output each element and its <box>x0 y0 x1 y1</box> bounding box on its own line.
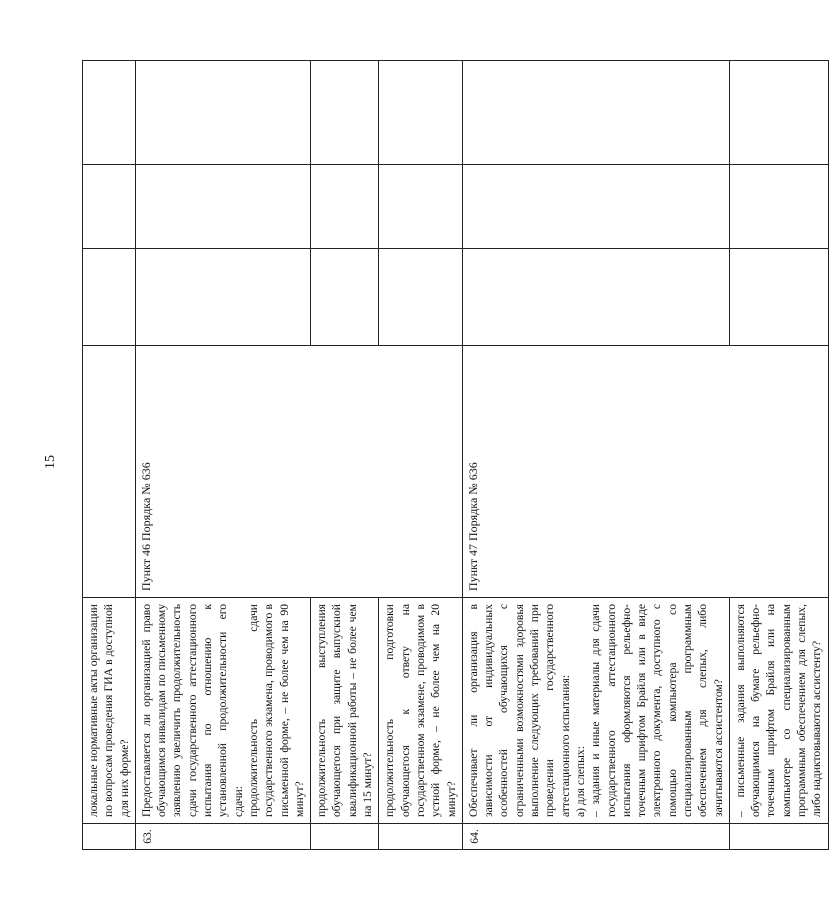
row-number <box>729 824 828 850</box>
answer-cell <box>311 249 379 346</box>
answer-cell <box>462 165 729 249</box>
answer-cell <box>729 165 828 249</box>
comment-cell <box>462 61 729 165</box>
comment-cell <box>135 61 310 165</box>
question-text: Предоставляется ли организацией право обучающимся инвалидам по письменному заявлению увеличить продолжительность сдачи государственного аттестационного испытания по отношению к установленной продолжительности его сдачи: <box>139 604 245 817</box>
answer-cell <box>379 249 462 346</box>
question-subitem: а) для слепых: <box>573 746 587 817</box>
question-cell <box>462 598 729 824</box>
question-cell <box>135 598 310 824</box>
answer-cell <box>379 165 462 249</box>
answer-cell <box>311 165 379 249</box>
answer-cell <box>135 165 310 249</box>
answer-cell <box>462 249 729 346</box>
source-cell: Пункт 46 Порядка № 636 <box>135 346 462 598</box>
comment-cell <box>729 61 828 165</box>
question-subitem: – задания и иные материалы для сдачи государственного аттестационного испытания оформляются рельефно-точечным шрифтом Брайля или в виде электронного документа, доступного с помощью компьютера со специализированным программным обеспечением для слепых, либо зачитываются ассистентом? <box>589 604 725 817</box>
answer-cell <box>83 249 136 346</box>
comment-cell <box>379 61 462 165</box>
row-number <box>311 824 379 850</box>
question-cell <box>311 598 379 824</box>
answer-cell <box>135 249 310 346</box>
question-text: продолжительность подготовки обучающегося к ответу на государственном экзамене, проводимом в устной форме, – не более чем на 20 минут? <box>383 604 458 817</box>
question-cell <box>83 598 136 824</box>
source-cell <box>83 346 136 598</box>
table-row <box>83 61 136 850</box>
answer-cell <box>83 165 136 249</box>
table-row <box>135 61 310 850</box>
checklist-table <box>82 60 829 850</box>
question-cell <box>729 598 828 824</box>
question-text: локальные нормативные акты организации по вопросам проведения ГИА в доступной для них форме? <box>87 604 131 817</box>
question-subitem: продолжительность сдачи государственного экзамена, проводимого в письменной форме, – не более чем на 90 минут? <box>246 604 306 817</box>
question-text: продолжительность выступления обучающегося при защите выпускной квалификационной работы – не более чем на 15 минут? <box>315 604 375 817</box>
page-number: 15 <box>43 455 58 469</box>
answer-cell <box>729 249 828 346</box>
row-number <box>83 824 136 850</box>
comment-cell <box>311 61 379 165</box>
checklist-table-container <box>82 61 824 850</box>
source-cell: Пункт 47 Порядка № 636 <box>462 346 828 598</box>
comment-cell <box>83 61 136 165</box>
table-row <box>462 61 729 850</box>
row-number: 63. <box>135 824 310 850</box>
question-text: – письменные задания выполняются обучающимися на бумаге рельефно-точечным шрифтом Брайля или на компьютере со специализированным программным обеспечением для слепых, либо надиктовываются ассистенту? <box>733 604 824 817</box>
question-cell <box>379 598 462 824</box>
question-text: Обеспечивает ли организация в зависимости от индивидуальных особенностей обучающихся с ограниченными возможностями здоровья выполнение следующих требований при проведении государственного аттестационного испытания: <box>466 604 572 817</box>
row-number: 64. <box>462 824 729 850</box>
row-number <box>379 824 462 850</box>
